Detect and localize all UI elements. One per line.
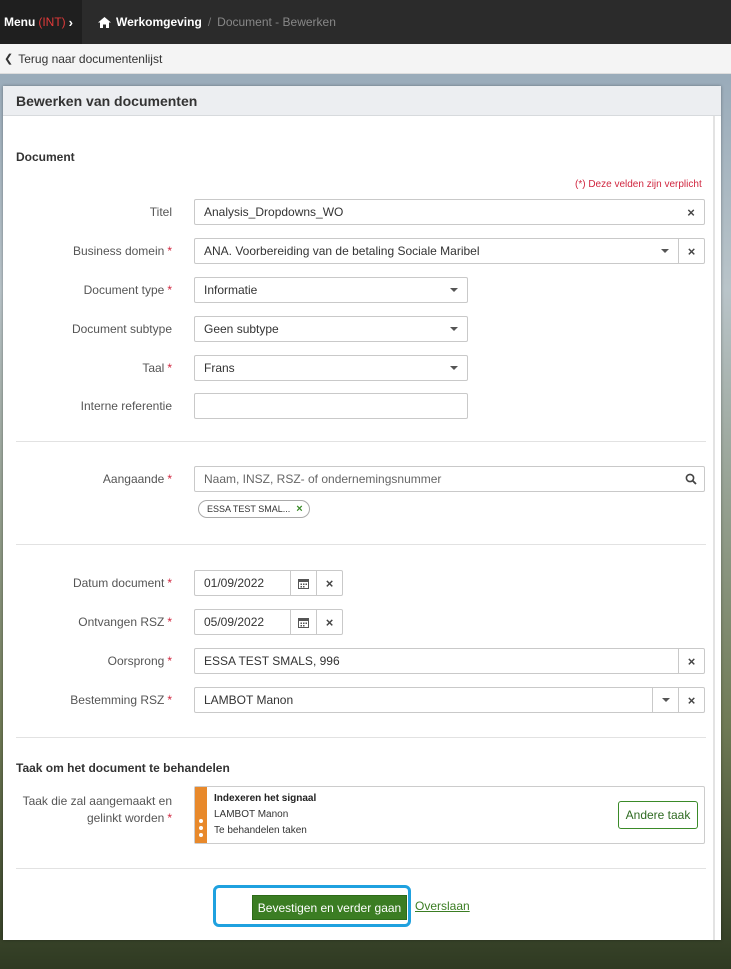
close-icon: × (687, 204, 695, 220)
datum-document-input[interactable] (194, 570, 343, 596)
field-label-aangaande: Aangaande * (102, 472, 172, 486)
menu-label: Menu (4, 15, 36, 29)
section-divider (16, 441, 706, 442)
field-label-bestemming-rsz: Bestemming RSZ * (70, 693, 172, 707)
other-task-button[interactable]: Andere taak (618, 801, 698, 829)
task-assignee: LAMBOT Manon (214, 809, 289, 820)
datum-document-value: 01/09/2022 (204, 576, 265, 590)
section-divider (16, 868, 706, 869)
close-icon: × (687, 243, 696, 259)
task-priority-stripe (195, 787, 207, 843)
back-link[interactable] (0, 44, 731, 74)
caret-down-icon (441, 356, 467, 380)
calendar-icon[interactable] (290, 610, 316, 634)
home-icon (98, 17, 111, 28)
caret-down-icon (441, 278, 467, 302)
skip-link[interactable]: Overslaan (415, 899, 470, 913)
breadcrumb-home-label: Werkomgeving (116, 15, 202, 29)
clear-bestemming-rsz-button[interactable] (678, 688, 704, 712)
chevron-right-icon: › (68, 14, 74, 30)
search-icon[interactable] (678, 467, 704, 491)
breadcrumb-home[interactable] (98, 15, 202, 29)
calendar-icon[interactable] (290, 571, 316, 595)
task-title: Indexeren het signaal (214, 793, 317, 804)
field-label-business-domein: Business domein * (72, 244, 172, 258)
document-type-value: Informatie (204, 283, 258, 297)
aangaande-tag-label: ESSA TEST SMAL... (207, 504, 291, 514)
breadcrumb (82, 15, 336, 29)
edit-document-panel (3, 86, 721, 940)
bestemming-rsz-value: LAMBOT Manon (204, 693, 294, 707)
close-icon: × (687, 692, 696, 708)
panel-title: Bewerken van documenten (3, 86, 721, 116)
business-domein-select[interactable] (194, 238, 705, 264)
taal-value: Frans (204, 361, 235, 375)
caret-down-icon (661, 249, 669, 253)
field-label-ontvangen-rsz: Ontvangen RSZ * (78, 615, 172, 629)
interne-referentie-input[interactable] (194, 393, 468, 419)
section-divider (16, 544, 706, 545)
close-icon: × (325, 575, 334, 591)
caret-down-icon (441, 317, 467, 341)
document-type-select[interactable] (194, 277, 468, 303)
clear-datum-document-button[interactable] (316, 571, 342, 595)
titel-input[interactable] (194, 199, 705, 225)
top-navigation-bar (0, 0, 731, 44)
field-label-titel: Titel (149, 205, 172, 219)
remove-tag-icon[interactable]: × (296, 503, 303, 515)
oorsprong-input[interactable] (194, 648, 705, 674)
taal-select[interactable] (194, 355, 468, 381)
linked-task-card (194, 786, 705, 844)
ontvangen-rsz-input[interactable] (194, 609, 343, 635)
aangaande-search-input[interactable] (194, 466, 705, 492)
bestemming-rsz-select[interactable] (194, 687, 705, 713)
close-icon: × (687, 653, 696, 669)
aangaande-placeholder: Naam, INSZ, RSZ- of ondernemingsnummer (204, 472, 442, 486)
document-subtype-select[interactable] (194, 316, 468, 342)
menu-button[interactable] (0, 0, 82, 44)
back-link-label: Terug naar documentenlijst (18, 51, 163, 66)
field-label-taal: Taal * (142, 361, 172, 375)
breadcrumb-separator: / (207, 15, 212, 29)
section-divider (16, 737, 706, 738)
confirm-button[interactable]: Bevestigen en verder gaan (252, 895, 407, 920)
field-label-datum-document: Datum document * (72, 576, 172, 590)
field-label-interne-referentie: Interne referentie (80, 399, 172, 413)
titel-value: Analysis_Dropdowns_WO (204, 205, 344, 219)
field-label-oorsprong: Oorsprong * (107, 654, 172, 668)
section-title-task: Taak om het document te behandelen (16, 761, 230, 775)
ontvangen-rsz-value: 05/09/2022 (204, 615, 265, 629)
chevron-left-icon: ❮ (4, 53, 14, 65)
environment-label: (INT) (38, 15, 66, 29)
document-subtype-value: Geen subtype (204, 322, 279, 336)
aangaande-selected-tag[interactable] (198, 500, 310, 518)
confirm-button-highlight (213, 885, 411, 927)
caret-down-icon (662, 698, 670, 702)
more-options-icon[interactable] (199, 819, 203, 823)
required-fields-note: (*) Deze velden zijn verplicht (575, 179, 702, 190)
clear-titel-button[interactable] (678, 200, 704, 224)
breadcrumb-current: Document - Bewerken (217, 15, 336, 29)
section-title-document: Document (16, 150, 75, 164)
bestemming-rsz-dropdown-toggle[interactable] (652, 688, 678, 712)
clear-ontvangen-rsz-button[interactable] (316, 610, 342, 634)
clear-oorsprong-button[interactable] (678, 649, 704, 673)
field-label-document-subtype: Document subtype (71, 322, 172, 336)
business-domein-dropdown-toggle[interactable] (652, 239, 678, 263)
task-status: Te behandelen taken (214, 825, 307, 836)
field-label-document-type: Document type * (83, 283, 172, 297)
close-icon: × (325, 614, 334, 630)
clear-business-domein-button[interactable] (678, 239, 704, 263)
panel-body (3, 116, 715, 940)
business-domein-value: ANA. Voorbereiding van de betaling Sociale Maribel (204, 244, 480, 258)
oorsprong-value: ESSA TEST SMALS, 996 (204, 654, 340, 668)
field-label-task: Taak die zal aangemaakt en gelinkt worden * (22, 794, 172, 825)
